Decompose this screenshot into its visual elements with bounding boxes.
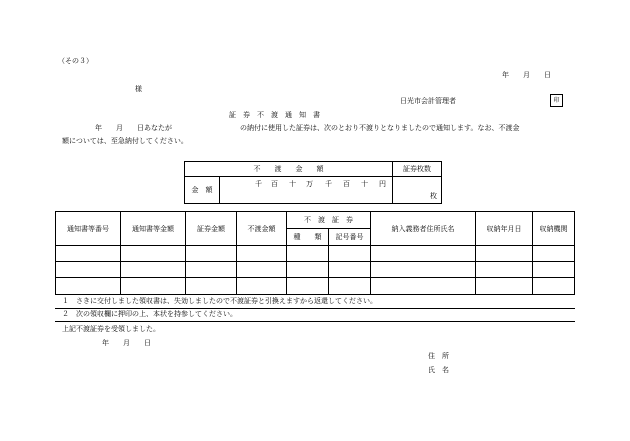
note-1: １ さきに交付しました領収書は、失効しましたので不渡証券と引換えますから返還してください。 [62,297,377,305]
header-receiving-agency: 収納機関 [533,212,575,246]
digit-label: 千 [255,180,262,188]
digit-label: 百 [343,180,350,188]
amount-row-label: 金 額 [185,177,220,204]
address-label: 住 所 [428,352,449,360]
table-cell[interactable] [329,246,371,262]
table-cell[interactable] [476,246,533,262]
subheader-type: 種 類 [287,229,329,246]
receipt-statement: 上記不渡証券を受領しました。 [62,325,160,333]
table-cell[interactable] [121,262,186,278]
header-receipt-date: 収納年月日 [476,212,533,246]
table-cell[interactable] [121,246,186,262]
addressee-suffix: 様 [135,85,142,93]
body-text-line2: 額については、至急納付してください。 [62,137,188,145]
table-cell[interactable] [121,278,186,295]
amount-box [184,161,442,204]
table-cell[interactable] [186,246,237,262]
digit-label: 十 [289,180,296,188]
table-row [56,246,575,262]
header-date: 年 月 日 [502,71,551,79]
count-header: 証券枚数 [393,162,442,177]
digit-label: 千 [325,180,332,188]
header-dishonored-amount: 不渡金額 [237,212,287,246]
issuer-name: 日光市会計管理者 [400,97,456,105]
digit-label: 十 [361,180,368,188]
table-cell[interactable] [533,278,575,295]
form-label: （その３） [58,57,93,65]
table-cell[interactable] [329,278,371,295]
digit-label: 円 [379,180,386,188]
table-cell[interactable] [476,278,533,295]
table-cell[interactable] [476,262,533,278]
table-row [56,278,575,295]
table-cell[interactable] [287,278,329,295]
table-cell[interactable] [237,278,287,295]
body-text-line1: の納付に使用した証券は、次のとおり不渡りとなりましたので通知します。なお、不渡金 [240,124,520,132]
seal-mark: 印 [550,94,563,107]
table-cell[interactable] [56,262,121,278]
header-security-amount: 証券金額 [186,212,237,246]
table-cell[interactable] [56,246,121,262]
table-cell[interactable] [533,262,575,278]
note-2: ２ 次の領収欄に押印の上、本状を持参してください。 [62,310,237,318]
divider [55,321,575,322]
header-dishonored-security: 不 渡 証 券 [287,212,371,229]
table-cell[interactable] [186,278,237,295]
table-cell[interactable] [287,246,329,262]
count-cell[interactable] [393,177,442,204]
digit-label: 百 [271,180,278,188]
notice-table [55,211,575,295]
table-cell[interactable] [371,278,476,295]
document-title: 証 券 不 渡 通 知 書 [229,111,320,119]
table-cell[interactable] [56,278,121,295]
header-notice-amount: 通知書等金額 [121,212,186,246]
name-label: 氏 名 [428,366,449,374]
body-date: 年 月 日あなたが [95,124,172,132]
table-cell[interactable] [237,246,287,262]
header-payer: 納入義務者住所氏名 [371,212,476,246]
amount-header: 不 渡 金 額 [185,162,393,177]
receipt-date: 年 月 日 [102,339,151,347]
subheader-serial-number: 記号番号 [329,229,371,246]
count-unit: 枚 [430,192,437,200]
digit-label: 万 [306,180,313,188]
table-cell[interactable] [237,262,287,278]
divider [55,308,575,309]
table-cell[interactable] [533,246,575,262]
table-cell[interactable] [287,262,329,278]
header-notice-number: 通知書等番号 [56,212,121,246]
table-cell[interactable] [329,262,371,278]
table-cell[interactable] [186,262,237,278]
table-cell[interactable] [371,262,476,278]
table-row [56,262,575,278]
table-cell[interactable] [371,246,476,262]
